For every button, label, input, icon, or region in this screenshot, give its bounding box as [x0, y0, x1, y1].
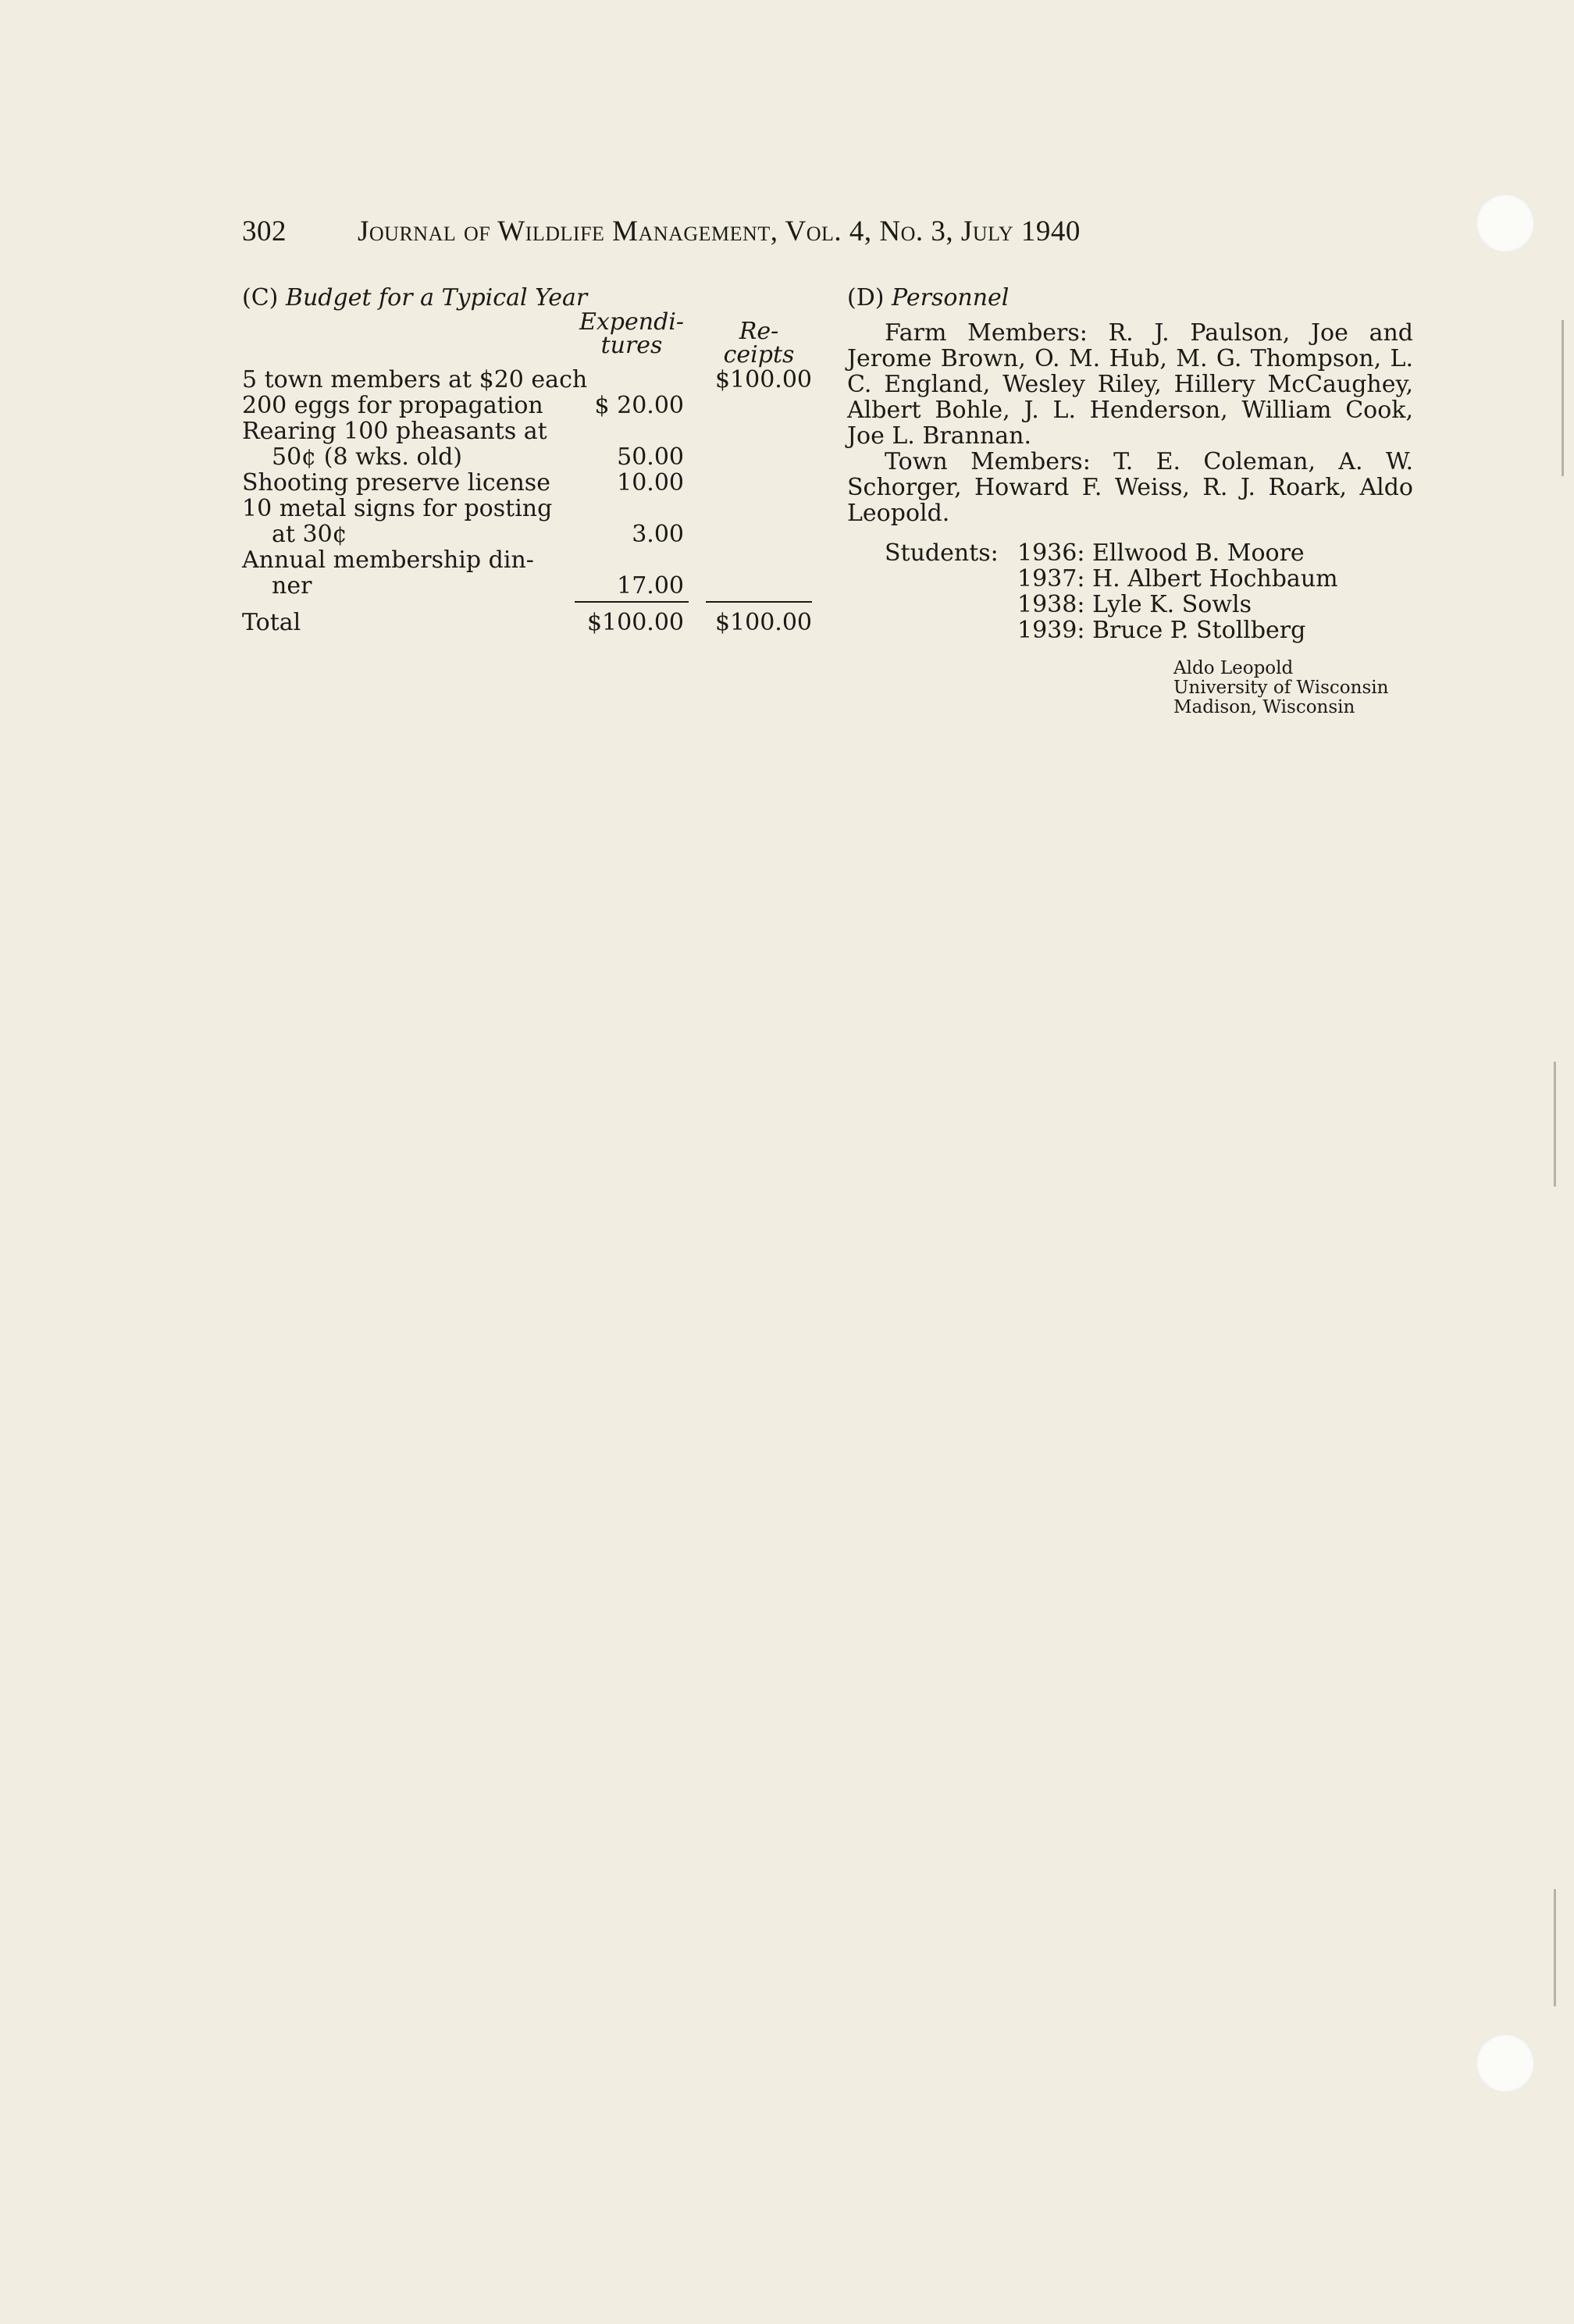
budget-item-expenditure: 10.00 — [617, 469, 684, 496]
edge-mark — [1554, 1062, 1556, 1187]
budget-item-label: at 30¢ — [272, 521, 347, 548]
running-header — [242, 215, 1296, 248]
personnel-title: (D) Personnel — [847, 284, 1010, 311]
personnel-section — [847, 285, 1413, 717]
budget-item-label: Annual membership din- — [242, 546, 534, 574]
budget-row — [242, 573, 812, 599]
budget-row — [242, 496, 812, 521]
edge-mark — [1554, 1889, 1556, 2006]
budget-item-label: Shooting preserve license — [242, 469, 550, 496]
author-signature — [1173, 659, 1413, 717]
budget-section — [242, 285, 812, 635]
budget-title-text: Budget for a Typical Year — [285, 284, 588, 311]
total-expenditure: $100.00 — [586, 609, 684, 636]
punch-hole-bottom — [1476, 2034, 1535, 2093]
student-item: 1936: Ellwood B. Moore — [1017, 539, 1305, 567]
total-label: Total — [242, 609, 301, 636]
budget-row — [242, 521, 812, 547]
farm-members: Farm Members: R. J. Paulson, Joe and Jerome Brown, O. M. Hub, M. G. Thompson, L. C. England, Wesley Riley, Hillery McCaughey, Albert Bohle, J. L. Henderson, William Cook, Joe L. Brannan. — [847, 319, 1413, 450]
author-name: Aldo Leopold — [1173, 658, 1294, 678]
author-affiliation: University of Wisconsin — [1173, 678, 1389, 698]
punch-hole-top — [1476, 194, 1535, 253]
students-label: Students: — [885, 539, 999, 567]
budget-rows — [242, 367, 812, 599]
budget-item-label: ner — [272, 572, 312, 600]
total-receipt: $100.00 — [714, 609, 812, 636]
town-members: Town Members: T. E. Coleman, A. W. Schorger, Howard F. Weiss, R. J. Roark, Aldo Leopold. — [847, 448, 1413, 527]
students — [847, 540, 1413, 643]
budget-item-expenditure: $ 20.00 — [594, 392, 684, 419]
budget-row — [242, 418, 812, 444]
page-number: 302 — [242, 215, 287, 247]
budget-total-row — [242, 610, 812, 635]
receipts-header: Re- ceipts — [723, 318, 795, 368]
budget-item-label: 200 eggs for propagation — [242, 392, 543, 419]
total-rule — [242, 599, 812, 607]
student-item: 1938: Lyle K. Sowls — [1017, 591, 1252, 618]
budget-row — [242, 367, 812, 393]
budget-item-expenditure: 50.00 — [617, 443, 684, 471]
budget-item-label: 5 town members at $20 each — [242, 366, 588, 393]
budget-column-headers — [242, 308, 812, 368]
author-location: Madison, Wisconsin — [1173, 697, 1355, 717]
budget-item-label: Rearing 100 pheasants at — [242, 418, 547, 445]
budget-row — [242, 470, 812, 496]
budget-row — [242, 547, 812, 573]
personnel-title-text: Personnel — [892, 284, 1010, 311]
budget-item-expenditure: 3.00 — [632, 521, 684, 548]
edge-mark — [1562, 320, 1564, 476]
budget-item-label: 10 metal signs for posting — [242, 495, 553, 522]
student-item: 1937: H. Albert Hochbaum — [1017, 565, 1338, 593]
students-list — [1017, 540, 1413, 643]
budget-title: (C) Budget for a Typical Year — [242, 284, 588, 311]
budget-item-expenditure: 17.00 — [617, 572, 684, 600]
student-item: 1939: Bruce P. Stollberg — [1017, 617, 1306, 644]
expenditures-header: Expendi- tures — [579, 308, 685, 359]
budget-item-label: 50¢ (8 wks. old) — [272, 443, 463, 471]
budget-row — [242, 444, 812, 470]
journal-title: Journal of Wildlife Management, Vol. 4, No. 3, July 1940 — [358, 215, 1081, 247]
budget-item-receipt: $100.00 — [714, 366, 812, 393]
budget-row — [242, 393, 812, 418]
